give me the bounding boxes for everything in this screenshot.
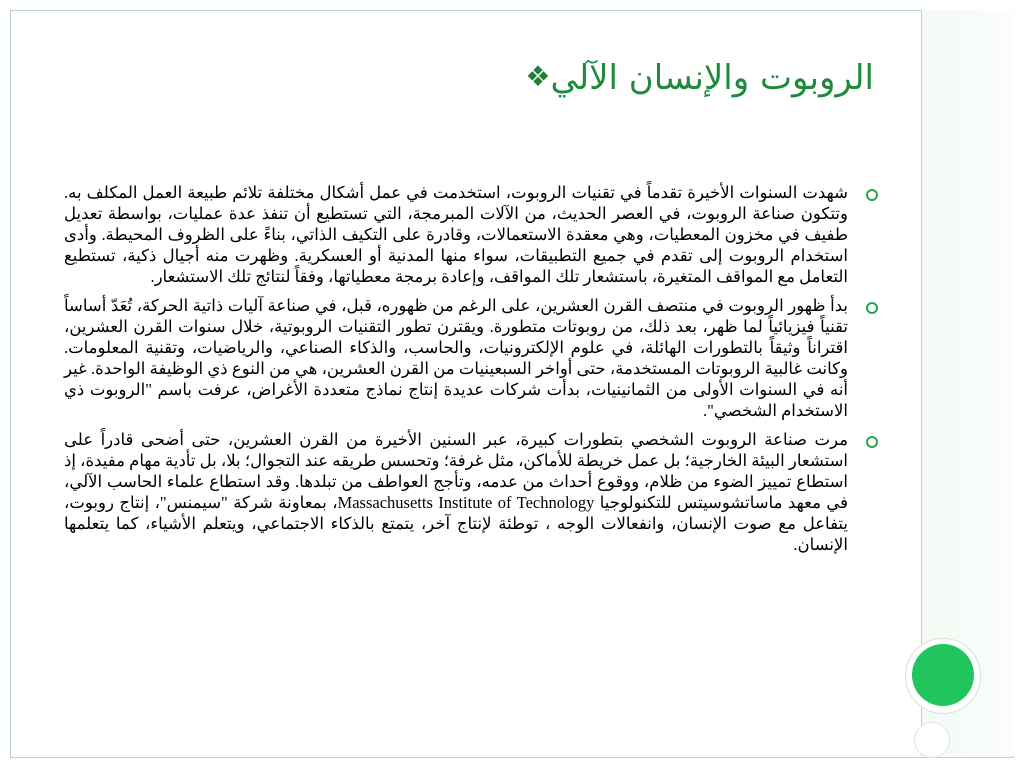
bullet-paragraph-3: [64, 429, 884, 555]
slide-body: [64, 182, 884, 563]
decor-circle-green: [912, 644, 974, 706]
circle-bullet-icon: [866, 189, 878, 201]
circle-bullet-icon: [866, 436, 878, 448]
bullet-paragraph-2: [64, 295, 884, 421]
bullet-paragraph-1: [64, 182, 884, 287]
paragraph-text: شهدت السنوات الأخيرة تقدماً في تقنيات الروبوت، استخدمت في عمل أشكال مختلفة تلائم طبيعة العمل المكلف به. وتتكون صناعة الروبوت، في العصر الحديث، من الآلات المبرمجة، التي تستطيع أن تنفذ عدة عمليات، بواسطة تعديل طفيف في مخزون المعطيات، وهي معقدة الاستعمالات، وقادرة على التكيف الذاتي، بناءً على الظروف المحيطة. وأدى استخدام الروبوت إلى تقدم في جميع التطبيقات، سواء منها المدنية أو العسكرية. وظهرت منه أجيال ذكية، تستطيع التعامل مع المواقف المتغيرة، باستشعار تلك المواقف، وإعادة برمجة معطياتها، وفقاً لنتائج تلك الاستشعار.: [64, 183, 848, 286]
slide-title-row: [511, 58, 874, 98]
diamond-four-icon: ❖: [525, 62, 551, 93]
paragraph-text: بدأ ظهور الروبوت في منتصف القرن العشرين، على الرغم من ظهوره، قبل، في صناعة آليات ذاتية الحركة، تُعَدّ أساساً تقنياً فيزيائياً لما ظهر، بعد ذلك، من روبوتات متطورة. ويقترن تطور التقنيات الروبوتية، خلال سنوات القرن العشرين، اقتراناً وثيقاً بالتطورات الهائلة، في علوم الإلكترونيات، والحاسب، والذكاء الصناعي، والرياضيات، وتقنية المعلومات. وكانت غالبية الروبوتات المستخدمة، حتى أواخر السبعينيات من القرن العشرين، هي من النوع ذي الوظيفة الواحدة. غير أنه في السنوات الأولى من الثمانينيات، بدأت شركات عديدة إنتاج نماذج متعددة الأغراض، عرفت باسم "الروبوت ذي الاستخدام الشخصي".: [64, 296, 848, 420]
paragraph-text: مرت صناعة الروبوت الشخصي بتطورات كبيرة، عبر السنين الأخيرة من القرن العشرين، حتى أضحى قادراً على استشعار البيئة الخارجية؛ بل عمل خريطة للأماكن، مثل غرفة؛ وتحسس طريقه عند التجوال؛ بلا، بل تأدية مهام مفيدة، إذ استطاع تمييز الضوء من ظلام، ووقوع أحداث من عدمه، وتأجج العواطف من تبلدها. وقد استطاع علماء الحاسب الآلي، في معهد ماساتشوسيتس للتكنولوجيا Massachusetts Institute of Technology، بمعاونة شركة "سيمنس"، إنتاج روبوت، يتفاعل مع صوت الإنسان، وانفعالات الوجه ، توطئة لإنتاج آخر، يتمتع بالذكاء الاجتماعي، ويتعلم الأشياء، كما يتعلمها الإنسان.: [64, 430, 848, 554]
slide-title: الروبوت والإنسان الآلي: [550, 58, 874, 98]
circle-bullet-icon: [866, 302, 878, 314]
decor-circle-small: [914, 722, 950, 758]
